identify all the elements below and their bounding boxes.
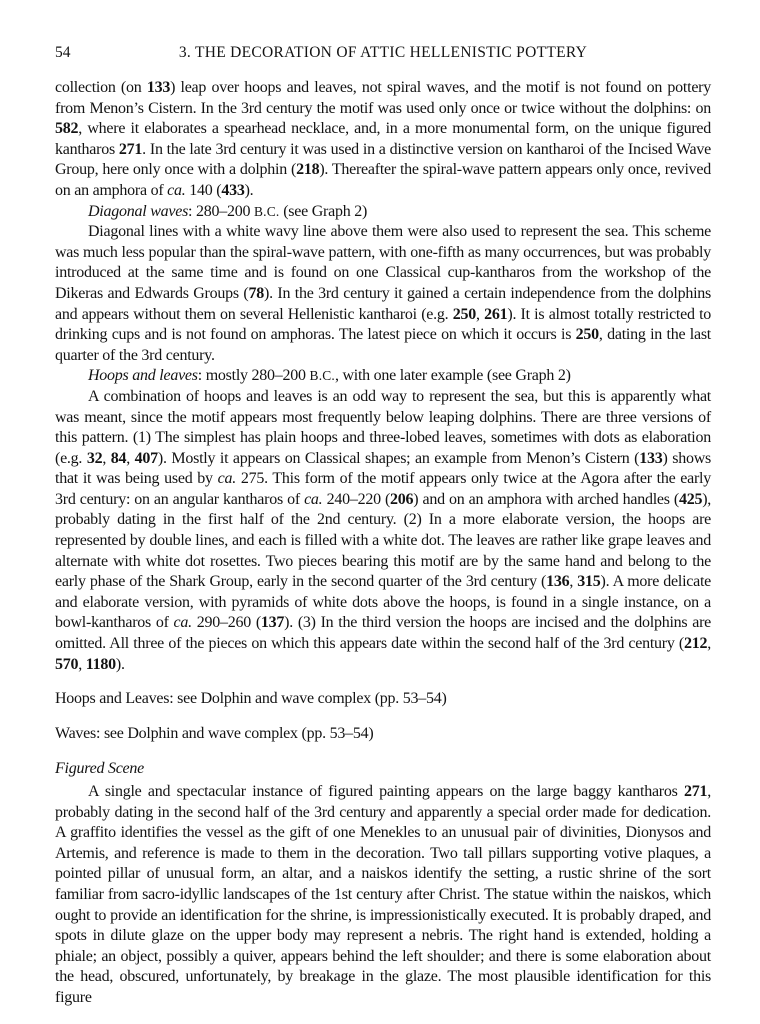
text-run: ,: [126, 449, 135, 467]
text-run: ca.: [167, 181, 186, 199]
text-run: ).: [115, 655, 125, 673]
text-run: ,: [476, 305, 485, 323]
text-run: 425: [678, 490, 703, 508]
text-run: ). Mostly it appears on Classical shapes; an example from Menon’s Cistern (: [157, 449, 640, 467]
text-run: ). A more delicate and elaborate version, with pyramids of white dots above the hoops, is found in a single instance, on a bowl-kantharos of: [55, 573, 712, 632]
page-body: [55, 78, 711, 1009]
text-run: 32: [86, 449, 103, 467]
text-run: ).: [244, 181, 254, 199]
text-run: ). Thereafter the spiral-wave pattern appears only once, revived on an amphora of: [55, 161, 712, 199]
text-run: ). (3) In the third version the hoops are incised and the dolphins are omitted. All three of the pieces on which this appears date within the second half of the 3rd century (: [55, 614, 711, 653]
text-run: 84: [110, 449, 127, 467]
text-run: 212: [684, 635, 708, 653]
text-run: 271: [118, 140, 143, 158]
text-run: , probably dating in the second half of the 3rd century and apparently a special order made for dedication. A graffito identifies the vessel as the gift of one Menekles to an unusual pair of divinities, Dionysos and Artemis, and reference is made to them in the decoration. Two tall pillars supporting votive plaques, a pointed pillar of unusual form, an altar, and a naiskos identify the setting, a rustic shrine of the sort familiar from sacro-idyllic landscapes of the 1st century after Christ. The statue within the naiskos, which ought to provide an identification for the shrine, is impressionistically executed. It is probably draped, and spots in dilute glaze on the upper body may represent a nebris. The right hand is extended, holding a phiale; an object, possibly a quiver, appears behind the left shoulder; and there is some elaboration about the head, obscured, unfortunately, by breakage in the glaze. The most plausible identification for this figure: [55, 783, 711, 1006]
text-run: ). It is almost totally restricted to drinking cups and is not found on amphoras. The latest piece on which it occurs is: [55, 305, 712, 344]
paragraph-diagonal-waves: [55, 222, 711, 366]
text-run: 433: [221, 181, 245, 199]
heading-figured-scene: [55, 759, 711, 780]
text-run: Diagonal waves: [88, 202, 189, 220]
running-header: [55, 44, 711, 62]
text-run: 78: [248, 284, 264, 302]
text-run: 315: [577, 573, 601, 591]
text-run: ) leap over hoops and leaves, not spiral waves, and the motif is not found on pottery from Menon’s Cistern. In the 3rd century the motif was used only once or twice without the dolphins: on: [55, 79, 711, 117]
text-run: ca.: [217, 470, 236, 488]
text-run: A single and spectacular instance of figured painting appears on the large baggy kantharos: [88, 783, 684, 800]
text-run: Diagonal lines with a white wavy line above them were also used to represent the sea. This scheme was much less popular than the spiral-wave pattern, with one-fifth as many occurrences, but was probably introduced at the same time and is found on one Classical cup-kantharos from the workshop of the Dikeras and Edwards Groups (: [55, 223, 711, 302]
text-run: 140 (: [185, 181, 222, 199]
text-run: B.C.: [309, 368, 335, 384]
text-run: 570: [55, 655, 79, 673]
text-run: 261: [484, 305, 508, 323]
text-run: 137: [260, 614, 285, 632]
text-run: Hoops and Leaves: see Dolphin and wave complex (pp. 53–54): [55, 690, 447, 708]
text-run: , dating in the last quarter of the 3rd century.: [55, 326, 712, 364]
text-run: 271: [684, 783, 708, 800]
text-run: ) shows that it was being used by: [55, 449, 712, 488]
paragraph-spiral-wave-continued: [55, 78, 711, 202]
page-number: 54: [55, 44, 71, 61]
text-run: , with one later example (see Graph 2): [334, 367, 571, 385]
text-run: ,: [78, 655, 86, 673]
label-hoops-and-leaves: [55, 366, 711, 387]
text-run: 407: [134, 449, 158, 467]
text-run: ) and on an amphora with arched handles (: [413, 490, 679, 508]
text-run: 240–220 (: [322, 490, 391, 508]
text-run: Hoops and leaves: [88, 367, 198, 385]
text-run: ). In the 3rd century it gained a certain independence from the dolphins and appears without them on several Hellenistic kantharoi (e.g.: [55, 284, 712, 323]
label-diagonal-waves: [55, 202, 711, 223]
text-run: (see Graph 2): [279, 202, 368, 220]
text-run: ,: [569, 573, 578, 591]
text-run: , where it elaborates a spearhead necklace, and, in a more monumental form, on the unique figured kantharos: [55, 120, 711, 158]
text-run: ,: [707, 635, 711, 653]
paragraph-figured-scene: [55, 782, 711, 1009]
text-run: ca.: [173, 614, 192, 632]
text-run: ), probably dating in the first half of the 2nd century. (2) In a more elaborate version, the hoops are represented by double lines, and each is filled with a white dot. The leaves are rather like grape leaves and alternate with white dot rosettes. Two pieces bearing this motif are by the same hand and belong to the early phase of the Shark Group, early in the second quarter of the 3rd century (: [55, 490, 712, 591]
text-run: A combination of hoops and leaves is an odd way to represent the sea, but this is apparently what was meant, since the motif appears most frequently below leaping dolphins. There are three versions of this pattern. (1) The simplest has plain hoops and three-lobed leaves, sometimes with dots as elaboration (e.g.: [55, 387, 711, 467]
text-run: 582: [55, 120, 79, 138]
text-run: : 280–200: [188, 202, 254, 220]
text-run: 290–260 (: [191, 614, 261, 632]
text-run: 275. This form of the motif appears only twice at the Agora after the early 3rd century: on an angular kantharos of: [55, 470, 712, 508]
text-run: Figured Scene: [55, 760, 145, 778]
text-run: 133: [146, 79, 171, 96]
text-run: . In the late 3rd century it was used in a distinctive version on kantharoi of the Incised Wave Group, here only once with a dolphin (: [55, 140, 712, 179]
text-run: 1180: [85, 655, 116, 673]
text-run: : mostly 280–200: [197, 367, 310, 385]
text-run: 250: [452, 305, 476, 323]
text-run: B.C.: [254, 203, 280, 219]
paragraph-hoops-and-leaves: [55, 387, 711, 675]
text-run: collection (on: [55, 79, 147, 96]
text-run: 133: [639, 449, 663, 467]
text-run: Waves: see Dolphin and wave complex (pp. 53–54): [55, 724, 374, 742]
text-run: 218: [296, 161, 320, 179]
running-head-title: 3. THE DECORATION OF ATTIC HELLENISTIC POTTERY: [178, 44, 588, 61]
text-run: 250: [575, 326, 599, 344]
text-run: 136: [546, 573, 570, 591]
text-run: 206: [390, 490, 414, 508]
xref-waves: [55, 724, 711, 745]
text-run: ca.: [304, 490, 323, 508]
text-run: ,: [102, 449, 111, 467]
xref-hoops-and-leaves: [55, 689, 711, 710]
